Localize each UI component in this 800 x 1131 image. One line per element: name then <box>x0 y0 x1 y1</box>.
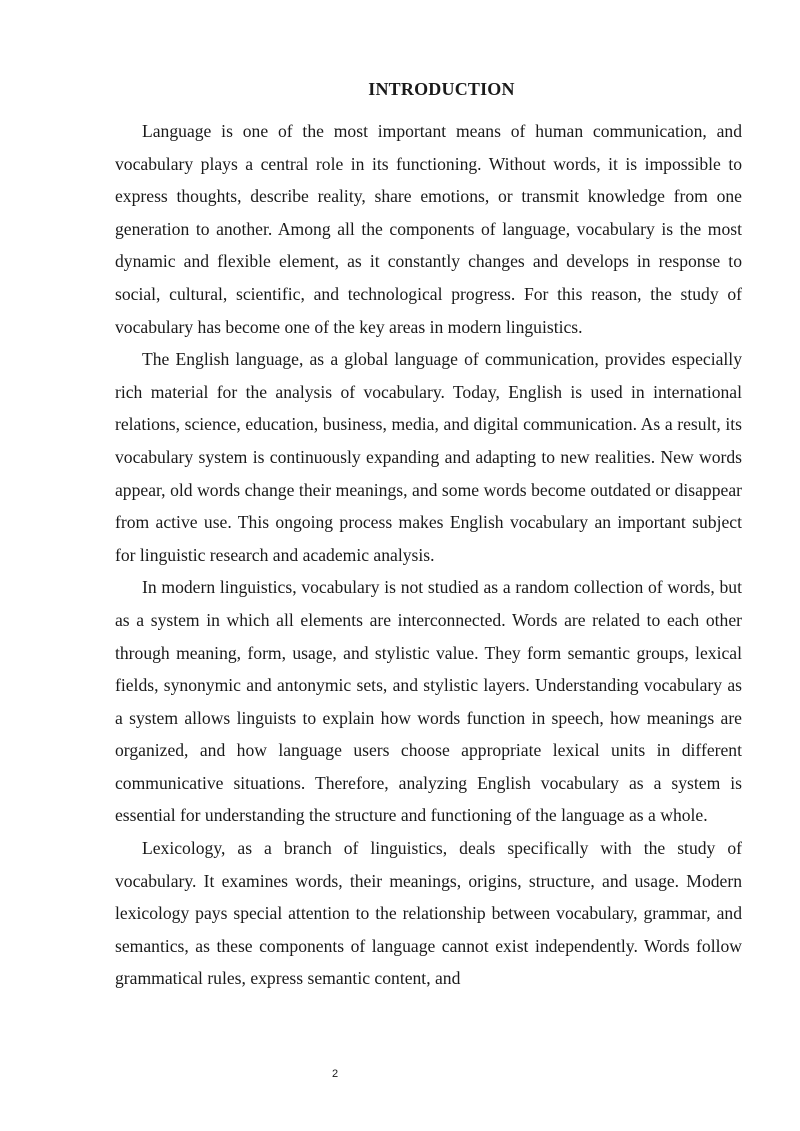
body-text <box>115 115 742 995</box>
paragraph-1: Language is one of the most important means of human communication, and vocabulary plays a central role in its functioning. Without words, it is impossible to express thoughts, describe reality, share emotions, or transmit knowledge from one generation to another. Among all the components of language, vocabulary is the most dynamic and flexible element, as it constantly changes and develops in response to social, cultural, scientific, and technological progress. For this reason, the study of vocabulary has become one of the key areas in modern linguistics. <box>115 121 742 337</box>
page-number: 2 <box>331 1068 339 1080</box>
paragraph-2: The English language, as a global language of communication, provides especially rich material for the analysis of vocabulary. Today, English is used in international relations, science, education, business, media, and digital communication. As a result, its vocabulary system is continuously expanding and adapting to new realities. New words appear, old words change their meanings, and some words become outdated or disappear from active use. This ongoing process makes English vocabulary an important subject for linguistic research and academic analysis. <box>115 349 742 565</box>
paragraph-3: In modern linguistics, vocabulary is not studied as a random collection of words, but as a system in which all elements are interconnected. Words are related to each other through meaning, form, usage, and stylistic value. They form semantic groups, lexical fields, synonymic and antonymic sets, and stylistic layers. Understanding vocabulary as a system allows linguists to explain how words function in speech, how meanings are organized, and how language users choose appropriate lexical units in different communicative situations. Therefore, analyzing English vocabulary as a system is essential for understanding the structure and functioning of the language as a whole. <box>115 577 742 826</box>
page-title: INTRODUCTION <box>368 79 515 99</box>
paragraph-4: Lexicology, as a branch of linguistics, deals specifically with the study of vocabulary. It examines words, their meanings, origins, structure, and usage. Modern lexicology pays special attention to the relationship between vocabulary, grammar, and semantics, as these components of language cannot exist independently. Words follow grammatical rules, express semantic content, and <box>115 838 742 989</box>
